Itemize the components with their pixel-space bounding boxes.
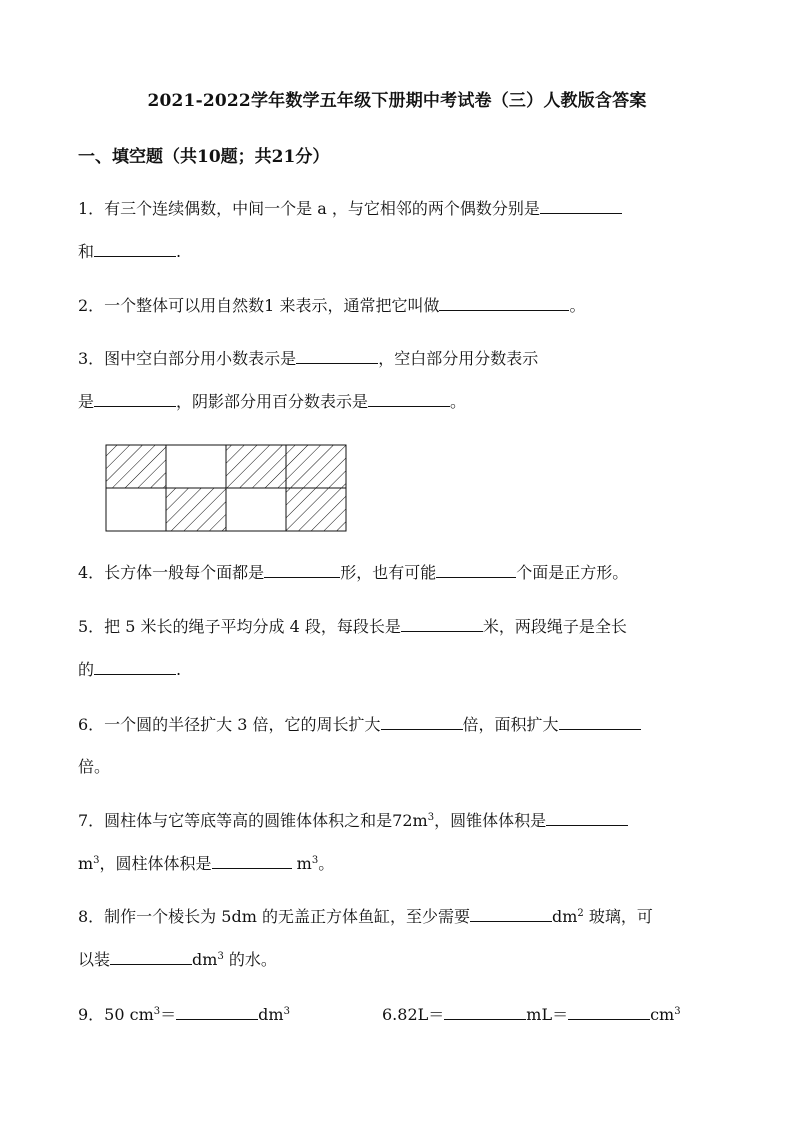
question-6-text: 6．一个圆的半径扩大 3 倍，它的周长扩大 (78, 715, 381, 734)
answer-blank[interactable] (296, 347, 378, 364)
question-1-line-2 (78, 240, 181, 263)
answer-blank[interactable] (439, 294, 569, 311)
question-3-line-1 (78, 347, 538, 370)
superscript: 3 (311, 855, 319, 866)
shaded-cell (286, 488, 346, 531)
question-7-text: m (296, 854, 312, 873)
question-9-part-1 (78, 1003, 290, 1026)
question-9-text: 6.82L＝ (382, 1005, 445, 1024)
question-1-line-1 (78, 197, 622, 220)
blank-cell (166, 445, 226, 488)
question-1-text: . (176, 242, 182, 261)
answer-blank[interactable] (436, 561, 516, 578)
question-9-part-2 (382, 1003, 681, 1026)
answer-blank[interactable] (540, 197, 622, 214)
question-6-line-2 (78, 756, 110, 778)
blank-cell (226, 488, 286, 531)
question-5-text: 5．把 5 米长的绳子平均分成 4 段，每段长是 (78, 617, 401, 636)
question-8-text: dm (551, 907, 578, 926)
answer-blank[interactable] (444, 1003, 526, 1020)
superscript: 3 (217, 951, 224, 962)
question-4-text: 个面是正方形。 (516, 563, 629, 582)
question-8-text: 玻璃，可 (583, 907, 653, 926)
question-4-text: 形，也有可能 (340, 563, 437, 582)
question-9-text: cm (650, 1005, 675, 1024)
question-3-text: ，空白部分用分数表示 (378, 349, 539, 368)
question-9-text: mL＝ (526, 1005, 569, 1024)
page-title: 2021-2022学年数学五年级下册期中考试卷（三）人教版含答案 (147, 91, 647, 111)
answer-blank[interactable] (264, 561, 340, 578)
question-4-text: 4．长方体一般每个面都是 (78, 563, 265, 582)
answer-blank[interactable] (381, 713, 463, 730)
answer-blank[interactable] (546, 809, 628, 826)
question-7-text: ，圆柱体体积是 (99, 854, 212, 873)
section-heading: 一、填空题（共10题；共21分） (78, 147, 330, 167)
question-5-text: 米，两段绳子是全长 (482, 617, 627, 636)
question-9-text: dm (258, 1005, 284, 1024)
question-8-line-2 (78, 948, 277, 971)
answer-blank[interactable] (94, 658, 176, 675)
shaded-cell (166, 488, 226, 531)
question-2-text: 2．一个整体可以用自然数1 来表示，通常把它叫做 (78, 296, 440, 315)
shaded-cell (106, 445, 166, 488)
superscript: 3 (427, 812, 435, 823)
question-9-text: ＝ (160, 1005, 177, 1024)
question-7-text: 。 (318, 854, 335, 873)
superscript: 3 (283, 1006, 290, 1017)
question-4-line (78, 561, 628, 584)
question-7-text: m (78, 854, 94, 873)
shaded-cell (286, 445, 346, 488)
answer-blank[interactable] (401, 615, 483, 632)
shaded-grid-figure (105, 444, 347, 532)
question-7-line-1 (78, 809, 628, 832)
blank-cell (106, 488, 166, 531)
question-3-text: 。 (450, 392, 467, 411)
question-5-line-1 (78, 615, 627, 638)
superscript: 2 (577, 908, 584, 919)
question-2-line (78, 294, 585, 317)
question-5-text: 的 (78, 660, 95, 679)
question-3-line-2 (78, 390, 466, 413)
question-6-text: 倍，面积扩大 (462, 715, 559, 734)
question-3-text: 是 (78, 392, 95, 411)
question-5-line-2 (78, 658, 181, 681)
answer-blank[interactable] (94, 390, 176, 407)
question-5-text: . (176, 660, 182, 679)
question-7-text: ，圆锥体体积是 (434, 811, 547, 830)
question-7-text: 7．圆柱体与它等底等高的圆锥体体积之和是72m (78, 811, 428, 830)
question-8-text: dm (192, 950, 218, 969)
answer-blank[interactable] (94, 240, 176, 257)
question-8-text: 以装 (78, 950, 111, 969)
answer-blank[interactable] (559, 713, 641, 730)
question-1-text: 和 (78, 242, 95, 261)
question-6-text: 倍。 (78, 757, 111, 776)
answer-blank[interactable] (568, 1003, 650, 1020)
question-8-text: 8．制作一个棱长为 5dm 的无盖正方体鱼缸，至少需要 (78, 907, 470, 926)
question-1-text: 1．有三个连续偶数，中间一个是 a ，与它相邻的两个偶数分别是 (78, 199, 540, 218)
question-3-text: ，阴影部分用百分数表示是 (176, 392, 369, 411)
superscript: 3 (153, 1006, 161, 1017)
question-7-line-2 (78, 852, 334, 875)
superscript: 3 (674, 1006, 681, 1017)
superscript: 3 (93, 855, 100, 866)
shaded-cell (226, 445, 286, 488)
answer-blank[interactable] (470, 905, 552, 922)
question-9-text: 9．50 cm (78, 1005, 154, 1024)
answer-blank[interactable] (212, 852, 292, 869)
answer-blank[interactable] (176, 1003, 258, 1020)
answer-blank[interactable] (110, 948, 192, 965)
question-6-line-1 (78, 713, 641, 736)
question-8-text: 的水。 (223, 950, 277, 969)
question-3-text: 3．图中空白部分用小数表示是 (78, 349, 297, 368)
question-8-line-1 (78, 905, 653, 928)
answer-blank[interactable] (368, 390, 450, 407)
question-2-text: 。 (569, 296, 586, 315)
